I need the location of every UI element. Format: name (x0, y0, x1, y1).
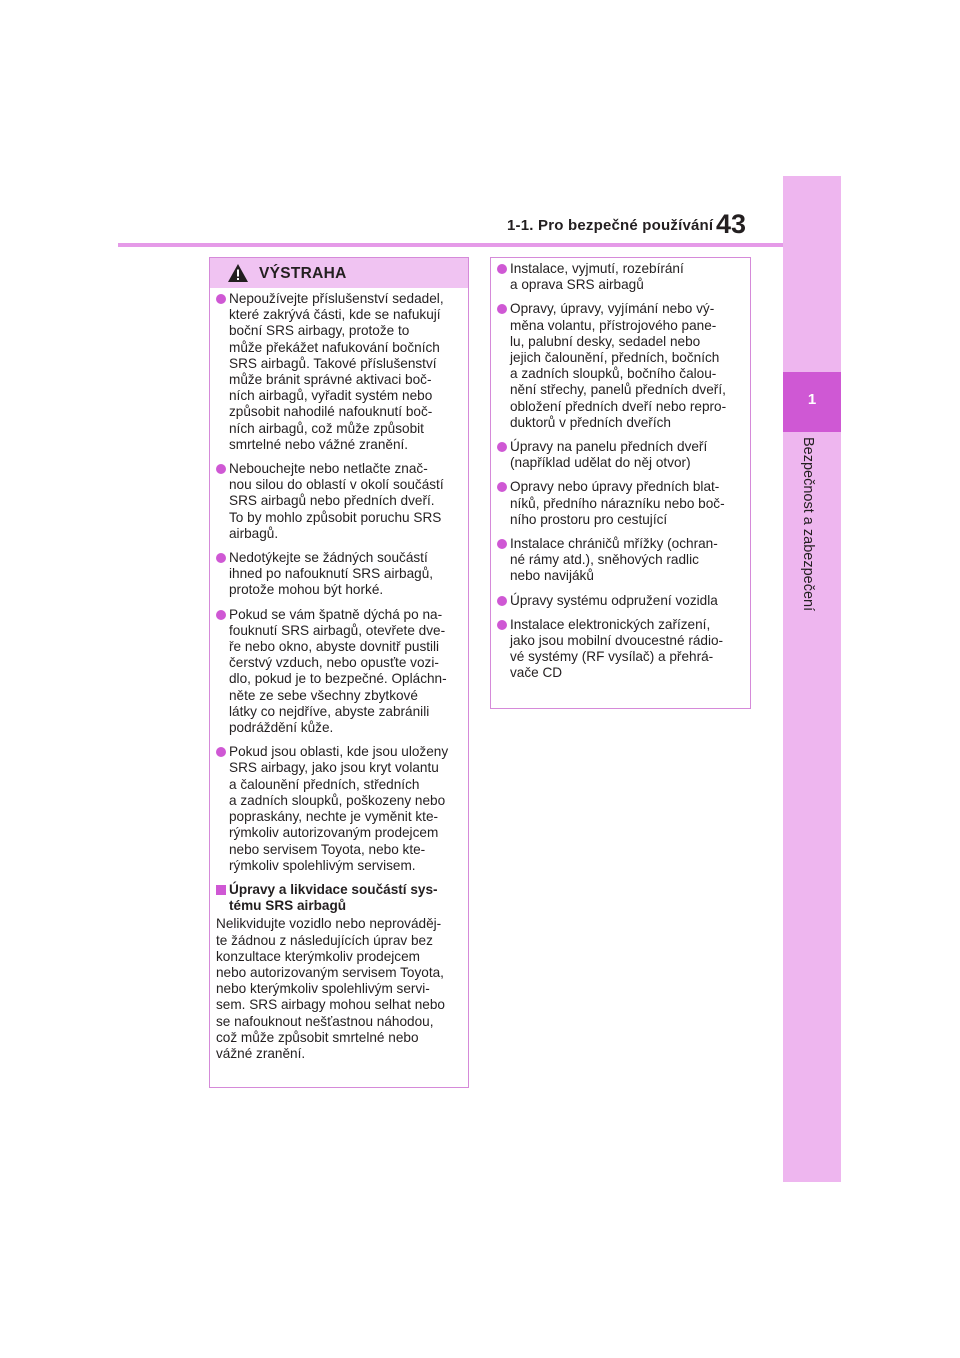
chapter-title-text: Bezpečnost a zabezpečení (800, 437, 816, 612)
text-line: a zadních sloupků, bočního čalou- (510, 366, 717, 382)
text-line: ihned po nafouknutí SRS airbagů, (229, 566, 434, 582)
text-line: způsobit nahodilé nafouknutí boč- (229, 404, 433, 420)
text-line: Pokud jsou oblasti, kde jsou uloženy (229, 744, 449, 760)
text-line: čerstvý vzduch, nebo opusťte vozi- (229, 655, 439, 671)
text-line: To by mohlo způsobit poruchu SRS (229, 509, 442, 525)
text-line: může překážet nafukování bočních (229, 339, 440, 355)
text-line: a čalounění předních, středních (229, 776, 420, 792)
text-line: Úpravy systému odpružení vozidla (510, 592, 718, 608)
text-line: nebo navijáků (510, 568, 594, 584)
text-line: ře nebo okno, abyste dovnitř pustili (229, 639, 440, 655)
continuation-content (497, 261, 746, 690)
subheading (216, 882, 464, 914)
text-line: podráždění kůže. (229, 720, 334, 736)
text-line: a zadních sloupků, poškozeny nebo (229, 792, 446, 808)
chapter-tab[interactable] (783, 372, 841, 432)
text-line: lu, palubní desky, sedadel nebo (510, 333, 701, 349)
text-line: ních airbagů, což může způsobit (229, 420, 424, 436)
text-line: popraskány, nechte je vyměnit kte- (229, 809, 439, 825)
warning-triangle-icon (227, 263, 249, 283)
text-line: nění střechy, panelů předních dveří, (510, 382, 726, 398)
text-line: Úpravy a likvidace součástí sys- (229, 881, 438, 897)
text-line: látky co nejdříve, abyste zabránili (229, 703, 430, 719)
text-line: Nedotýkejte se žádných součástí (229, 550, 428, 566)
text-line: boční SRS airbagy, protože to (229, 323, 410, 339)
text-line: SRS airbagů nebo předních dveří. (229, 493, 435, 509)
text-line: ních airbagů, vyřadit systém nebo (229, 388, 433, 404)
text-line: duktorů v předních dveřích (510, 414, 671, 430)
bullet-item (497, 593, 746, 609)
text-line: nebo kterýmkoliv spolehlivým servi- (216, 981, 430, 997)
text-line: airbagů. (229, 525, 279, 541)
text-line: obložení předních dveří nebo repro- (510, 398, 727, 414)
text-line: se nafouknout nešťastnou náhodou, (216, 1013, 434, 1029)
text-line: které zakrývá části, kde se nafukují (229, 307, 441, 323)
bullet-item (497, 617, 746, 682)
text-line: Instalace, vyjmutí, rozebírání (510, 261, 684, 276)
bullet-item (216, 291, 464, 453)
bullet-item (216, 461, 464, 542)
text-line: (například udělat do něj otvor) (510, 455, 691, 471)
text-line: Nelikvidujte vozidlo nebo neprováděj- (216, 916, 442, 932)
warning-content (216, 291, 464, 1062)
text-line: tému SRS airbagů (229, 898, 347, 914)
bullet-item (216, 744, 464, 874)
warning-title: VÝSTRAHA (259, 265, 347, 282)
text-line: vážné zranění. (216, 1045, 306, 1061)
text-line: Opravy, úpravy, vyjímání nebo vý- (510, 301, 715, 317)
text-line: a oprava SRS airbagů (510, 277, 644, 293)
text-line: Nepoužívejte příslušenství sedadel, (229, 291, 444, 306)
chapter-number: 1 (807, 391, 817, 408)
text-line: měna volantu, přístrojového pane- (510, 317, 717, 333)
text-line: jako jsou mobilní dvoucestné rádio- (510, 633, 724, 649)
text-line: Instalace elektronických zařízení, (510, 616, 711, 632)
bullet-item (216, 550, 464, 599)
text-line: něte ze sebe všechny zbytkové (229, 687, 418, 703)
section-title: 1-1. Pro bezpečné používání (507, 217, 714, 234)
text-line: vače CD (510, 665, 563, 681)
text-line: konzultace kterýmkoliv prodejcem (216, 948, 420, 964)
text-line: Nebouchejte nebo netlačte znač- (229, 461, 428, 477)
text-line: rýmkoliv spolehlivým servisem. (229, 857, 416, 873)
bullet-item (497, 479, 746, 528)
text-line: Instalace chráničů mřížky (ochran- (510, 536, 718, 552)
text-line: ního prostoru pro cestující (510, 511, 668, 527)
text-line: fouknutí SRS airbagů, otevřete dve- (229, 622, 446, 638)
bullet-item (497, 536, 746, 585)
text-line: SRS airbagů. Takové příslušenství (229, 355, 437, 371)
text-line: nebo autorizovaným servisem Toyota, (216, 964, 444, 980)
text-line: smrtelné nebo vážné zranění. (229, 436, 409, 452)
text-line: sem. SRS airbagy mohou selhat nebo (216, 997, 445, 1013)
bullet-item (497, 261, 746, 293)
chapter-title (783, 437, 841, 697)
header-rule (118, 243, 783, 247)
text-line: nou silou do oblastí v okolí součástí (229, 477, 444, 493)
text-line: dlo, pokud je to bezpečné. Opláchn- (229, 671, 447, 687)
text-line: Pokud se vám špatně dýchá po na- (229, 606, 443, 622)
warning-box (209, 257, 469, 1088)
text-line: vé systémy (RF vysílač) a přehrá- (510, 649, 714, 665)
text-line: protože mohou být horké. (229, 582, 384, 598)
text-line: Opravy nebo úpravy předních blat- (510, 479, 720, 495)
page-number: 43 (716, 209, 747, 239)
bullet-item (216, 607, 464, 737)
text-line: nebo servisem Toyota, nebo kte- (229, 841, 426, 857)
text-line: Úpravy na panelu předních dveří (510, 439, 708, 455)
warning-header (210, 258, 468, 288)
text-line: může bránit správné aktivaci boč- (229, 372, 432, 388)
continuation-box (490, 257, 751, 709)
bullet-item (497, 439, 746, 471)
text-line: níků, předního nárazníku nebo boč- (510, 495, 725, 511)
bullet-item (497, 301, 746, 431)
paragraph (216, 916, 464, 1062)
text-line: což může způsobit smrtelné nebo (216, 1029, 419, 1045)
text-line: te žádnou z následujících úprav bez (216, 932, 433, 948)
text-line: jejich čalounění, předních, bočních (510, 350, 720, 366)
text-line: SRS airbagy, jako jsou kryt volantu (229, 760, 439, 776)
text-line: né rámy atd.), sněhových radlic (510, 552, 699, 568)
text-line: rýmkoliv autorizovaným prodejcem (229, 825, 439, 841)
